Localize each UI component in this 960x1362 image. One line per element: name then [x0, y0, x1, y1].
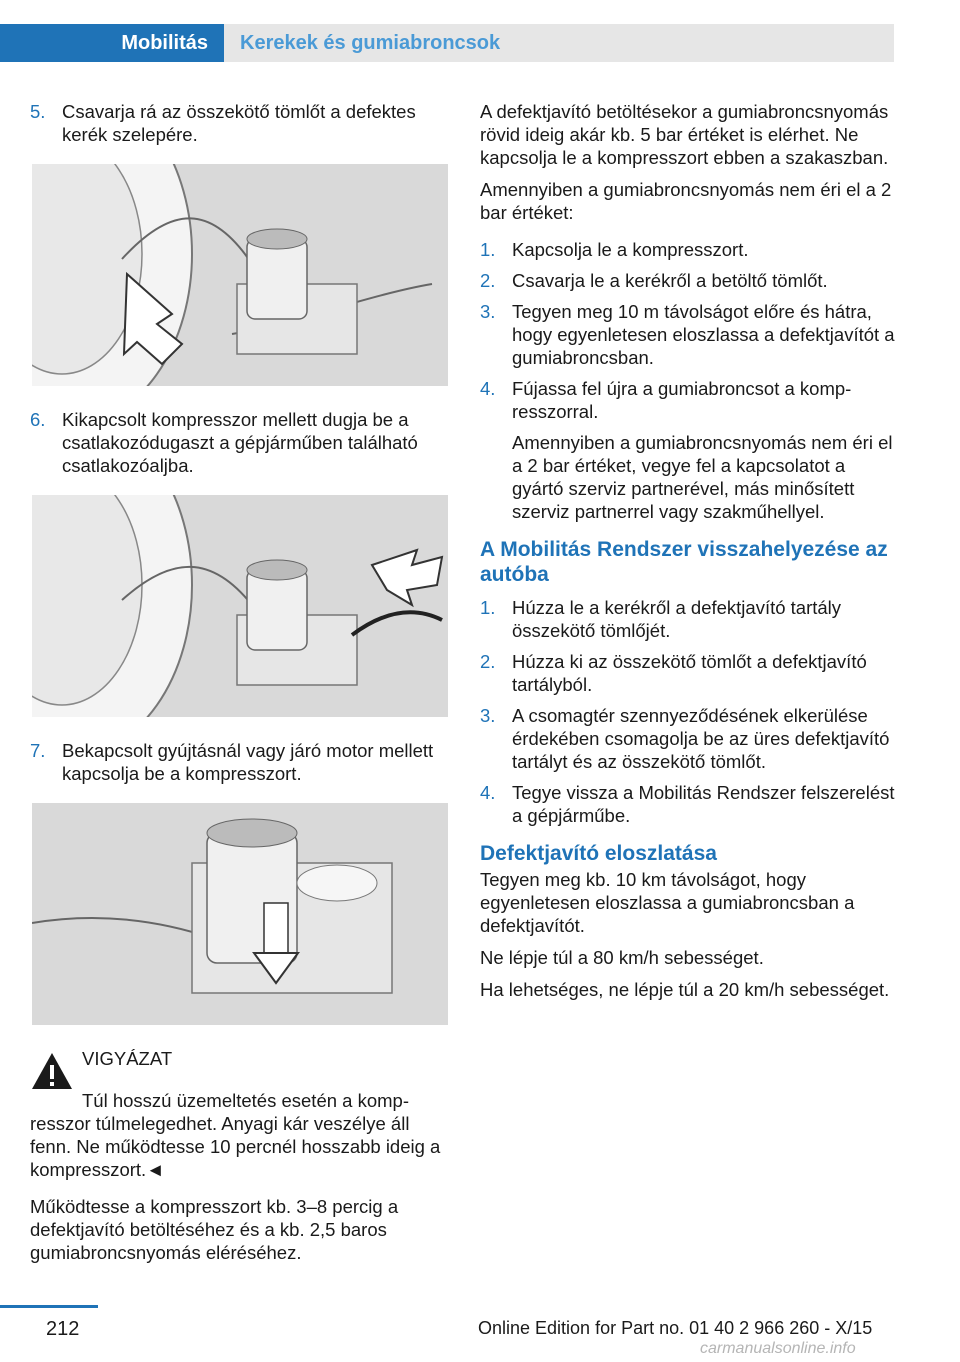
compressor-duration-paragraph: Működtesse a kompresszort kb. 3–8 percig a defektjavító betöltéséhez és a kb. 2,5 baros gumiabroncsnyomás eléréséhez. — [30, 1196, 399, 1263]
footer-divider — [0, 1305, 98, 1308]
list1-step-1 — [480, 238, 898, 261]
speed-recommend-paragraph: Ha lehetséges, ne lépje túl a 20 km/h sebességet. — [480, 979, 890, 1000]
step-text: A csomagtér szennyeződésének elkerülése érdekében csomagolja be az üres defektjavító tartályt és az összekötő tömlőt. — [512, 705, 890, 772]
step-number: 4. — [480, 782, 496, 803]
list2-step-3 — [480, 704, 898, 773]
step-number: 2. — [480, 651, 496, 672]
list1-step-4 — [480, 377, 898, 423]
step-number: 3. — [480, 301, 496, 322]
step-text: Csavarja le a kerékről a betöltő tömlőt. — [512, 270, 828, 291]
left-column — [30, 100, 448, 1273]
step-text: Húzza ki az összekötő tömlőt a defektjavító tartályból. — [512, 651, 867, 695]
page-header — [0, 0, 960, 62]
list2-step-1 — [480, 596, 898, 642]
pressure-note-paragraph: A defektjavító betöltésekor a gumiabroncsnyomás rövid ideig akár kb. 5 bar értéket is elérhet. Ne kapcsolja le a kompresszort ebben a szakaszban. — [480, 101, 889, 168]
step-number: 3. — [480, 705, 496, 726]
pressure-condition-paragraph: Amennyiben a gumiabroncsnyomás nem éri el a 2 bar értéket: — [480, 179, 892, 223]
figure-hose-to-valve — [32, 164, 448, 386]
step-number: 4. — [480, 378, 496, 399]
figure-plug-socket — [32, 495, 448, 717]
step-text: Húzza le a kerékről a defektjavító tartály összekötő tömlőjét. — [512, 597, 842, 641]
section-tab: Kerekek és gumiabroncsok — [224, 24, 894, 62]
step-text: Kapcsolja le a kompresszort. — [512, 239, 749, 260]
warning-text: Túl hosszú üzemeltetés esetén a kompresszor túlmelegedhet. Anyagi kár veszélye áll fenn. Ne működtesse 10 percnél hosszabb ideig a kompresszort.◄ — [30, 1090, 441, 1180]
step-5 — [30, 100, 448, 146]
edition-text: Online Edition for Part no. 01 40 2 966 260 - X/15 — [478, 1318, 873, 1338]
speed-limit-paragraph: Ne lépje túl a 80 km/h sebességet. — [480, 947, 764, 968]
list2-step-4 — [480, 781, 898, 827]
warning-triangle-icon — [30, 1051, 74, 1091]
step-text: Bekapcsolt gyújtásnál vagy járó motor mellett kapcsolja be a kompresszort. — [62, 740, 434, 784]
step-number: 2. — [480, 270, 496, 291]
step-7 — [30, 739, 448, 785]
section-heading-return: A Mobilitás Rendszer visszahelyezése az autóba — [480, 538, 888, 586]
step-number: 6. — [30, 409, 46, 430]
section-heading-distribute: Defektjavító eloszlatása — [480, 842, 717, 865]
list2-step-2 — [480, 650, 898, 696]
right-column — [480, 100, 898, 1010]
step-number: 5. — [30, 101, 46, 122]
step-number: 1. — [480, 597, 496, 618]
step-6 — [30, 408, 448, 477]
watermark: carmanualsonline.info — [700, 1340, 856, 1357]
step-number: 1. — [480, 239, 496, 260]
page-number: 212 — [46, 1318, 80, 1340]
step-number: 7. — [30, 740, 46, 761]
chapter-tab: Mobilitás — [0, 24, 224, 62]
step-text: Tegye vissza a Mobilitás Rendszer felszerelést a gépjárműbe. — [512, 782, 895, 826]
list1-step-2 — [480, 269, 898, 292]
figure-switch-on — [32, 803, 448, 1025]
warning-title: VIGYÁZAT — [82, 1048, 173, 1069]
step-text: Fújassa fel újra a gumiabroncsot a kompresszorral. — [512, 378, 852, 422]
step-text: Csavarja rá az összekötő tömlőt a defektes kerék szelepére. — [62, 101, 416, 145]
distance-paragraph: Tegyen meg kb. 10 km távolságot, hogy egyenletesen eloszlassa a gumiabroncsban a defektjavítót. — [480, 869, 855, 936]
step-text: Tegyen meg 10 m távolságot előre és hátra, hogy egyenletesen eloszlassa a defektjavítót a gumiabroncsban. — [512, 301, 895, 368]
step-text: Kikapcsolt kompresszor mellett dugja be a csatlakozódugaszt a gépjárműben található csatlakozóaljba. — [62, 409, 418, 476]
warning-box — [30, 1047, 448, 1091]
list1-step-4-note: Amennyiben a gumiabroncsnyomás nem éri el a 2 bar értéket, vegye fel a kapcsolatot a gyártó szerviz partnerével, más minősített szerviz partnerrel vagy szakműhellyel. — [512, 432, 893, 522]
list1-step-3 — [480, 300, 898, 369]
